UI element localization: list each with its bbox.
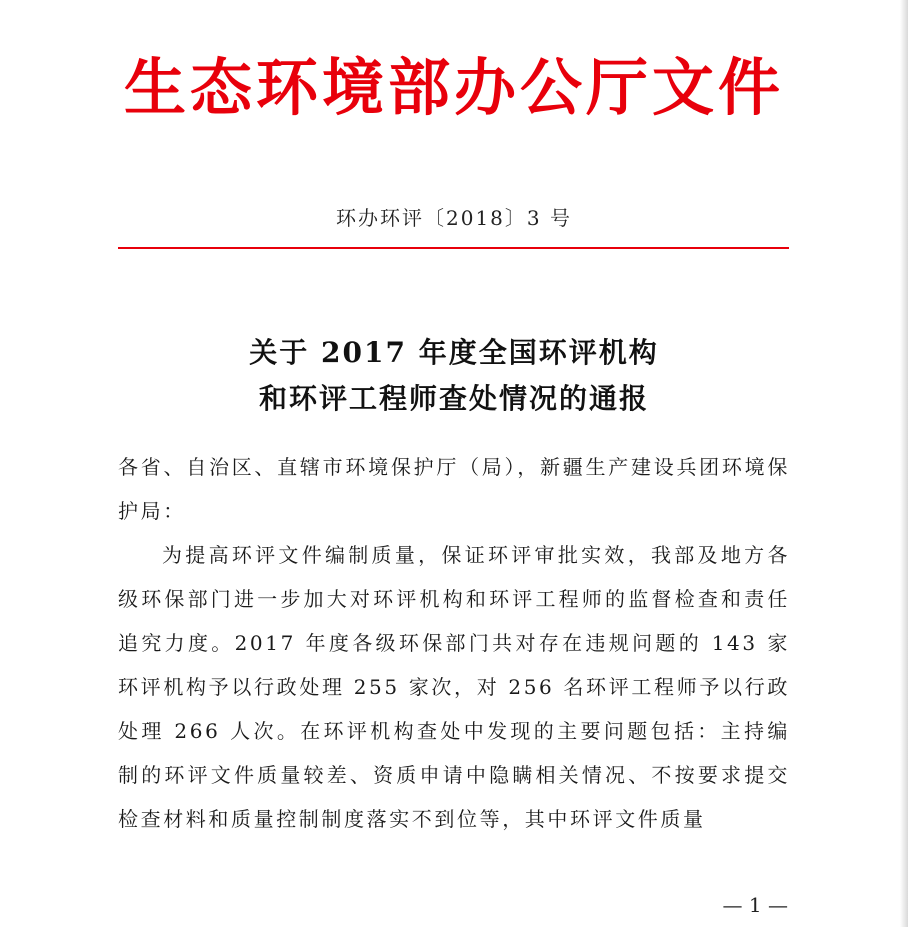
page-number: — 1 — [722, 893, 788, 917]
document-body [118, 445, 790, 841]
red-separator-line [118, 247, 789, 249]
body-paragraph-1: 为提高环评文件编制质量，保证环评审批实效，我部及地方各级环保部门进一步加大对环评机构和环评工程师的监督检查和责任追究力度。2017 年度各级环保部门共对存在违规问题的 143 家环评机构予以行政处理 255 家次，对 256 名环评工程师予以行政处理 266 人次。在环评机构查处中发现的主要问题包括：主持编制的环评文件质量较差、资质申请中隐瞒相关情况、不按要求提交检查材料和质量控制制度落实不到位等，其中环评文件质量 [118, 543, 790, 831]
document-number: 环办环评〔2018〕3 号 [336, 206, 572, 230]
document-title-line-1: 关于 2017 年度全国环评机构 [249, 336, 659, 369]
salutation: 各省、自治区、直辖市环境保护厅（局），新疆生产建设兵团环境保护局： [118, 455, 790, 523]
page-edge-shadow [900, 0, 908, 927]
document-title-line-2: 和环评工程师查处情况的通报 [258, 382, 649, 415]
issuer-header-title: 生态环境部办公厅文件 [123, 51, 784, 124]
